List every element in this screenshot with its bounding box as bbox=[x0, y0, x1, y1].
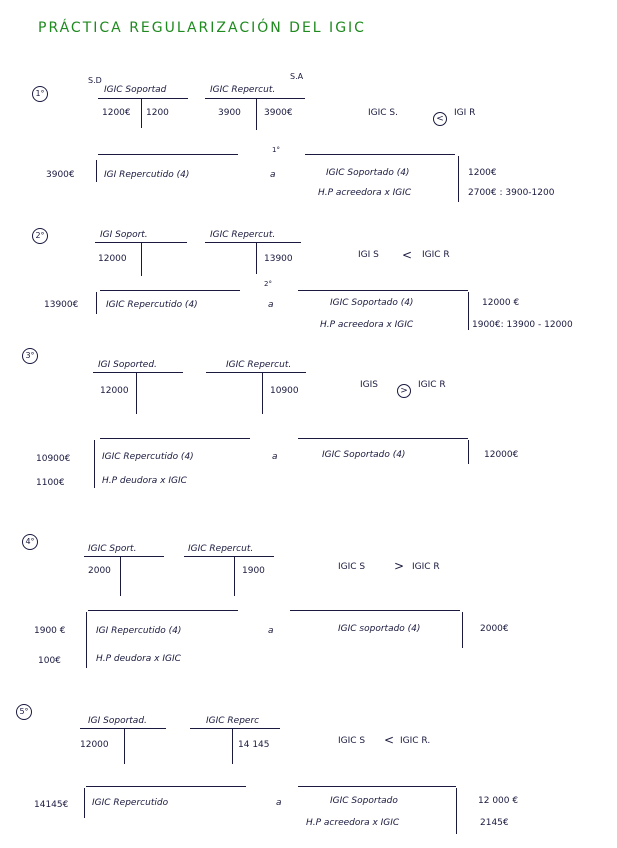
entry-number: 1° bbox=[272, 146, 280, 154]
exercise-number: 5° bbox=[16, 704, 32, 720]
comparison-left: IGIS bbox=[360, 380, 378, 390]
entry-credit-account: IGIC soportado (4) bbox=[338, 624, 421, 634]
comparison-right: IGIC R bbox=[422, 250, 450, 260]
comparison-left: IGIC S. bbox=[368, 108, 399, 118]
t-account-right-credit: 1900 bbox=[242, 566, 265, 576]
entry-credit-amount: 2700€ : 3900-1200 bbox=[468, 188, 555, 198]
entry-connector: a bbox=[272, 452, 278, 462]
entry-debit-account: IGIC Repercutido (4) bbox=[106, 300, 198, 310]
entry-debit-amount: 1900 € bbox=[34, 626, 66, 636]
exercise-number: 2° bbox=[32, 228, 48, 244]
entry-credit-amount: 2145€ bbox=[480, 818, 509, 828]
comparison-operator: > bbox=[394, 559, 405, 573]
entry-debit-account: H.P deudora x IGIC bbox=[96, 654, 181, 664]
exercise-number: 3° bbox=[22, 348, 38, 364]
entry-credit-amount: 2000€ bbox=[480, 624, 509, 634]
comparison-operator: < bbox=[384, 733, 395, 747]
exercise-number: 4° bbox=[22, 534, 38, 550]
comparison-left: IGI S bbox=[358, 250, 379, 260]
entry-credit-amount: 12000€ bbox=[484, 450, 519, 460]
comparison-right: IGIC R bbox=[418, 380, 446, 390]
entry-credit-account: IGIC Soportado (4) bbox=[330, 298, 414, 308]
comparison-left: IGIC S bbox=[338, 562, 366, 572]
t-account-left-title: IGI Soportad. bbox=[88, 716, 147, 726]
page-title: PRÁCTICA REGULARIZACIÓN DEL IGIC bbox=[38, 20, 366, 36]
entry-credit-amount: 1200€ bbox=[468, 168, 497, 178]
comparison-right: IGIC R bbox=[412, 562, 440, 572]
comparison-right: IGI R bbox=[454, 108, 476, 118]
entry-debit-account: H.P deudora x IGIC bbox=[102, 476, 187, 486]
t-account-right-credit: 13900 bbox=[264, 254, 293, 264]
entry-connector: a bbox=[268, 300, 274, 310]
t-account-right-title: IGIC Repercut. bbox=[210, 230, 276, 240]
entry-credit-account: H.P acreedora x IGIC bbox=[320, 320, 414, 330]
t-account-left-title: IGI Soported. bbox=[98, 360, 157, 370]
entry-debit-account: IGIC Repercutido bbox=[92, 798, 169, 808]
entry-credit-account: H.P acreedora x IGIC bbox=[318, 188, 412, 198]
t-account-right-debit: 3900 bbox=[218, 108, 241, 118]
entry-connector: a bbox=[276, 798, 282, 808]
t-account-right-title: IGIC Repercut. bbox=[226, 360, 292, 370]
t-account-right-credit: 14 145 bbox=[238, 740, 270, 750]
entry-debit-account: IGI Repercutido (4) bbox=[104, 170, 190, 180]
t-account-left-debit: 12000 bbox=[80, 740, 109, 750]
entry-number: 2° bbox=[264, 280, 272, 288]
entry-credit-account: H.P acreedora x IGIC bbox=[306, 818, 400, 828]
comparison-operator: < bbox=[433, 112, 447, 126]
entry-connector: a bbox=[270, 170, 276, 180]
t-account-right-credit: 3900€ bbox=[264, 108, 293, 118]
t-account-left-title: IGI Soport. bbox=[100, 230, 148, 240]
comparison-operator: > bbox=[397, 384, 411, 398]
entry-debit-amount: 13900€ bbox=[44, 300, 79, 310]
entry-debit-amount: 10900€ bbox=[36, 454, 71, 464]
entry-debit-amount: 14145€ bbox=[34, 800, 69, 810]
t-account-left-debit: 2000 bbox=[88, 566, 111, 576]
entry-debit-account: IGI Repercutido (4) bbox=[96, 626, 182, 636]
entry-debit-amount: 100€ bbox=[38, 656, 61, 666]
entry-credit-amount: 12 000 € bbox=[478, 796, 519, 806]
entry-credit-amount: 1900€: 13900 - 12000 bbox=[472, 320, 573, 330]
t-account-right-credit: 10900 bbox=[270, 386, 299, 396]
comparison-operator: < bbox=[402, 248, 413, 262]
t-account-right-title: IGIC Reperc bbox=[206, 716, 260, 726]
comparison-left: IGIC S bbox=[338, 736, 366, 746]
comparison-right: IGIC R. bbox=[400, 736, 431, 746]
entry-credit-amount: 12000 € bbox=[482, 298, 520, 308]
sd-mark: S.D bbox=[88, 76, 102, 85]
t-account-left-title: IGIC Soportad bbox=[104, 85, 167, 95]
entry-credit-account: IGIC Soportado (4) bbox=[326, 168, 410, 178]
entry-connector: a bbox=[268, 626, 274, 636]
exercise-number: 1° bbox=[32, 86, 48, 102]
t-account-left-debit: 12000 bbox=[98, 254, 127, 264]
sa-mark: S.A bbox=[290, 72, 304, 81]
t-account-right-title: IGIC Repercut. bbox=[188, 544, 254, 554]
entry-credit-account: IGIC Soportado bbox=[330, 796, 398, 806]
entry-credit-account: IGIC Soportado (4) bbox=[322, 450, 406, 460]
t-account-left-debit: 1200€ bbox=[102, 108, 131, 118]
t-account-left-debit: 12000 bbox=[100, 386, 129, 396]
t-account-right-title: IGIC Repercut. bbox=[210, 85, 276, 95]
t-account-left-title: IGIC Sport. bbox=[88, 544, 137, 554]
t-account-left-credit: 1200 bbox=[146, 108, 169, 118]
entry-debit-account: IGIC Repercutido (4) bbox=[102, 452, 194, 462]
entry-debit-amount: 3900€ bbox=[46, 170, 75, 180]
entry-debit-amount: 1100€ bbox=[36, 478, 65, 488]
